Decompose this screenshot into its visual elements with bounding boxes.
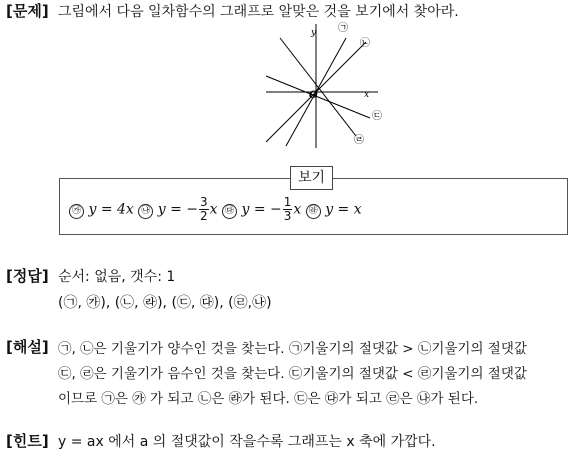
choice-da-var: x bbox=[293, 201, 302, 218]
choice-da-denominator: 3 bbox=[283, 209, 292, 223]
choice-ga-expr: 4x bbox=[117, 201, 134, 218]
line-d bbox=[280, 38, 356, 136]
marker-d: ㉢ bbox=[372, 111, 382, 122]
choice-na-numerator: 3 bbox=[200, 195, 208, 209]
problem-label: [문제] bbox=[6, 2, 49, 20]
choice-da-fraction bbox=[283, 196, 293, 223]
explanation-label: [해설] bbox=[6, 338, 49, 356]
marker-g: ㉠ bbox=[338, 23, 348, 34]
problem-text: 그림에서 다음 일차함수의 그래프로 알맞은 것을 보기에서 찾아라. bbox=[58, 4, 459, 20]
marker-ra: ㉱ bbox=[306, 204, 321, 219]
bogi-items bbox=[69, 196, 362, 223]
hint-label: [힌트] bbox=[6, 432, 49, 450]
choice-da-lhs: y = − bbox=[241, 201, 282, 218]
choice-na-denominator: 2 bbox=[200, 209, 208, 223]
y-axis-label: y bbox=[311, 28, 317, 38]
x-axis-label: x bbox=[364, 90, 370, 100]
answer-line2: (㉠, ㉮), (㉡, ㉱), (㉢, ㉰), (㉣,㉯) bbox=[58, 295, 272, 311]
marker-ga: ㉮ bbox=[69, 204, 84, 219]
marker-da: ㉰ bbox=[222, 204, 237, 219]
choice-ra-expr: x bbox=[353, 201, 362, 218]
marker-na: ㉯ bbox=[138, 204, 153, 219]
choice-da-numerator: 1 bbox=[283, 195, 292, 209]
linear-functions-graph bbox=[260, 18, 400, 152]
choice-ra-lhs: y = bbox=[325, 201, 354, 218]
line-c bbox=[266, 76, 370, 118]
hint-text: y = ax 에서 a 의 절댓값이 작을수록 그래프는 x 축에 가깝다. bbox=[58, 434, 436, 450]
answer-label: [정답] bbox=[6, 267, 49, 285]
choice-na-var: x bbox=[209, 201, 218, 218]
choice-na-lhs: y = − bbox=[157, 201, 198, 218]
explanation-line1: ㉠, ㉡은 기울기가 양수인 것을 찾는다. ㉠기울기의 절댓값 > ㉡기울기의 절댓값 bbox=[58, 341, 527, 357]
marker-r: ㉣ bbox=[354, 135, 364, 146]
choice-ga-lhs: y = bbox=[88, 201, 117, 218]
answer-line1: 순서: 없음, 갯수: 1 bbox=[58, 269, 176, 285]
choice-na-fraction bbox=[199, 196, 209, 223]
marker-n: ㉡ bbox=[360, 38, 370, 49]
origin-label: O bbox=[309, 90, 318, 101]
explanation-line3: 이므로 ㉠은 ㉮ 가 되고 ㉡은 ㉱가 된다. ㉢은 ㉰가 되고 ㉣은 ㉯가 된다. bbox=[58, 391, 479, 407]
explanation-line2: ㉢, ㉣은 기울기가 음수인 것을 찾는다. ㉢기울기의 절댓값 < ㉣기울기의 절댓값 bbox=[58, 366, 527, 382]
bogi-title: 보기 bbox=[290, 166, 333, 190]
